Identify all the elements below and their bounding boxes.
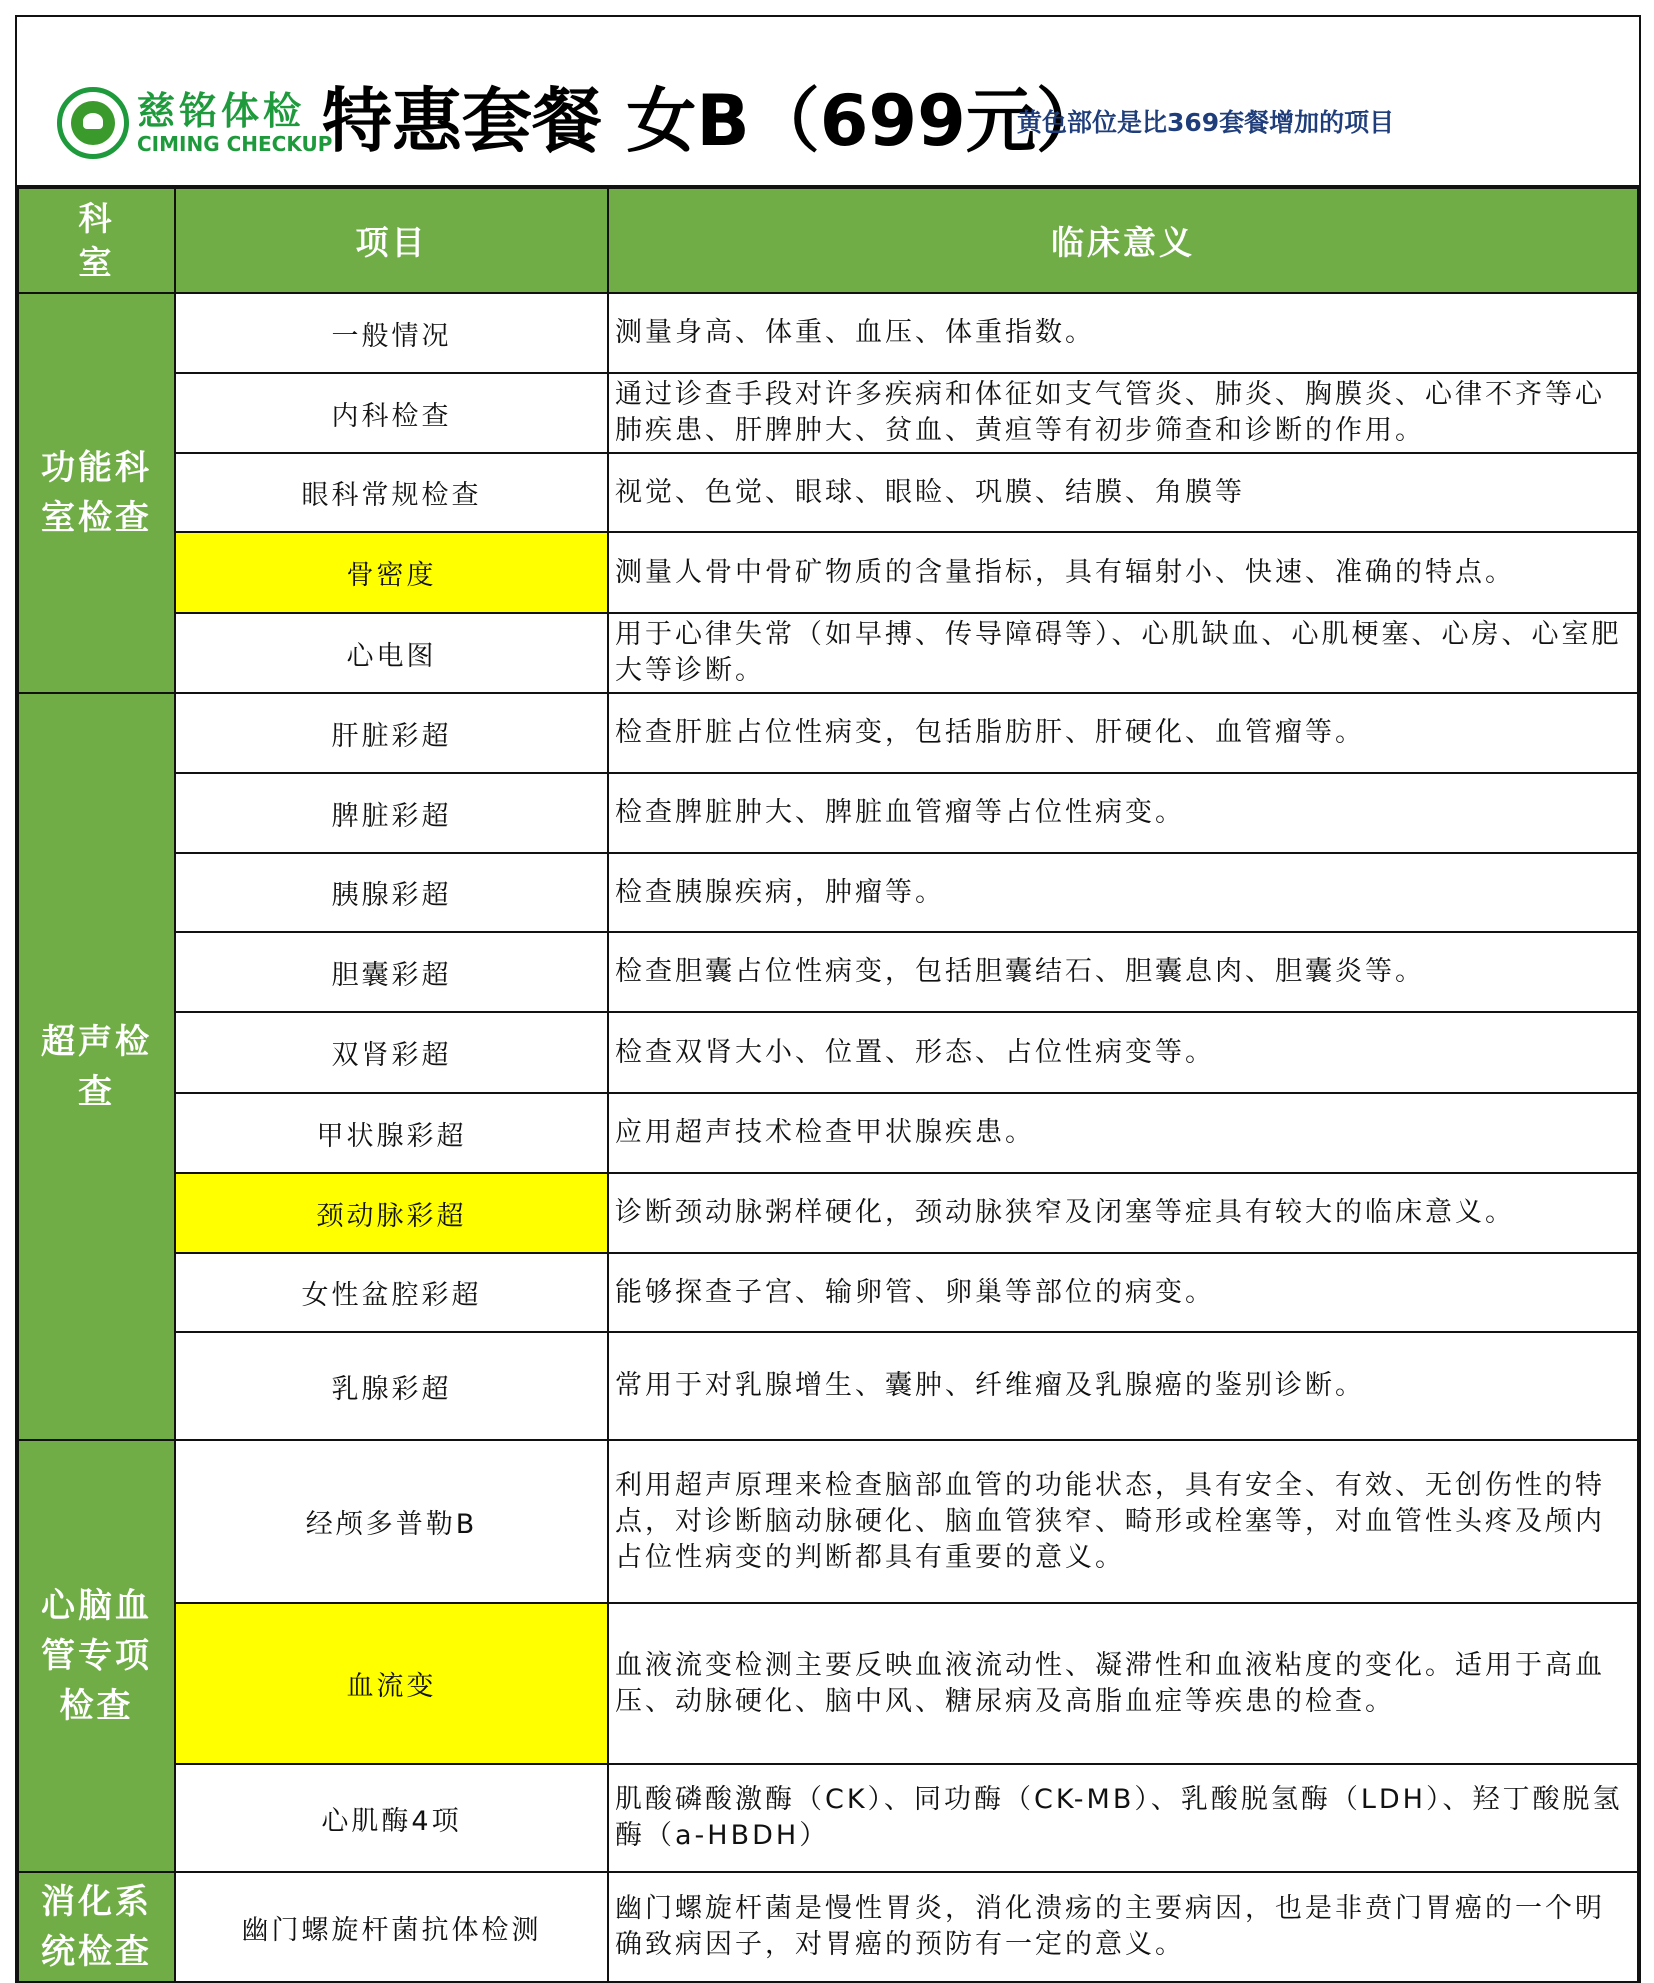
meaning-cell: 用于心律失常（如早搏、传导障碍等）、心肌缺血、心肌梗塞、心房、心室肥大等诊断。 bbox=[608, 613, 1638, 693]
item-cell: 女性盆腔彩超 bbox=[175, 1253, 608, 1332]
meaning-cell: 通过诊查手段对许多疾病和体征如支气管炎、肺炎、胸膜炎、心律不齐等心肺疾患、肝脾肿大、贫血、黄疸等有初步筛查和诊断的作用。 bbox=[608, 373, 1638, 453]
item-cell: 颈动脉彩超 bbox=[175, 1173, 608, 1253]
table-row bbox=[18, 1332, 1638, 1440]
table-row bbox=[18, 373, 1638, 453]
item-cell: 肝脏彩超 bbox=[175, 693, 608, 773]
meaning-cell: 检查脾脏肿大、脾脏血管瘤等占位性病变。 bbox=[608, 773, 1638, 853]
meaning-cell: 能够探查子宫、输卵管、卵巢等部位的病变。 bbox=[608, 1253, 1638, 1332]
table-row bbox=[18, 693, 1638, 773]
table-row bbox=[18, 613, 1638, 693]
dept-cell: 心脑血管专项检查 bbox=[18, 1440, 175, 1872]
dept-cell: 超声检查 bbox=[18, 693, 175, 1440]
table-row bbox=[18, 453, 1638, 532]
item-cell: 眼科常规检查 bbox=[175, 453, 608, 532]
table-row bbox=[18, 1603, 1638, 1764]
exam-table bbox=[17, 187, 1639, 1983]
item-cell: 幽门螺旋杆菌抗体检测 bbox=[175, 1872, 608, 1982]
meaning-cell: 诊断颈动脉粥样硬化，颈动脉狭窄及闭塞等症具有较大的临床意义。 bbox=[608, 1173, 1638, 1253]
meaning-cell: 检查胆囊占位性病变，包括胆囊结石、胆囊息肉、胆囊炎等。 bbox=[608, 932, 1638, 1012]
table-row bbox=[18, 1253, 1638, 1332]
table-row bbox=[18, 1764, 1638, 1872]
item-cell: 经颅多普勒B bbox=[175, 1440, 608, 1603]
item-cell: 骨密度 bbox=[175, 532, 608, 613]
meaning-cell: 利用超声原理来检查脑部血管的功能状态，具有安全、有效、无创伤性的特点，对诊断脑动脉硬化、脑血管狭窄、畸形或栓塞等，对血管性头疼及颅内占位性病变的判断都具有重要的意义。 bbox=[608, 1440, 1638, 1603]
meaning-cell: 血液流变检测主要反映血液流动性、凝滞性和血液粘度的变化。适用于高血压、动脉硬化、脑中风、糖尿病及高脂血症等疾患的检查。 bbox=[608, 1603, 1638, 1764]
meaning-cell: 常用于对乳腺增生、囊肿、纤维瘤及乳腺癌的鉴别诊断。 bbox=[608, 1332, 1638, 1440]
page-title: 特惠套餐 女B（699元） bbox=[322, 80, 1106, 162]
item-cell: 胰腺彩超 bbox=[175, 853, 608, 932]
sheet-header bbox=[17, 17, 1639, 187]
meaning-cell: 测量人骨中骨矿物质的含量指标，具有辐射小、快速、准确的特点。 bbox=[608, 532, 1638, 613]
item-cell: 脾脏彩超 bbox=[175, 773, 608, 853]
dept-cell: 功能科室检查 bbox=[18, 293, 175, 693]
item-cell: 血流变 bbox=[175, 1603, 608, 1764]
item-cell: 心电图 bbox=[175, 613, 608, 693]
ciming-logo bbox=[57, 87, 332, 159]
logo-en: CIMING CHECKUP bbox=[137, 132, 333, 156]
meaning-cell: 检查双肾大小、位置、形态、占位性病变等。 bbox=[608, 1012, 1638, 1093]
item-cell: 心肌酶4项 bbox=[175, 1764, 608, 1872]
logo-cn: 慈铭体检 bbox=[137, 89, 306, 133]
meaning-cell: 应用超声技术检查甲状腺疾患。 bbox=[608, 1093, 1638, 1173]
highlight-note: 黄色部位是比369套餐增加的项目 bbox=[1017, 108, 1395, 137]
package-sheet bbox=[15, 15, 1641, 1983]
item-cell: 一般情况 bbox=[175, 293, 608, 373]
table-row bbox=[18, 773, 1638, 853]
table-row bbox=[18, 1440, 1638, 1603]
table-row bbox=[18, 1012, 1638, 1093]
meaning-cell: 检查肝脏占位性病变，包括脂肪肝、肝硬化、血管瘤等。 bbox=[608, 693, 1638, 773]
table-row bbox=[18, 1173, 1638, 1253]
item-cell: 胆囊彩超 bbox=[175, 932, 608, 1012]
item-cell: 内科检查 bbox=[175, 373, 608, 453]
lotus-logo-icon bbox=[57, 87, 129, 159]
meaning-cell: 幽门螺旋杆菌是慢性胃炎，消化溃疡的主要病因，也是非贲门胃癌的一个明确致病因子，对胃癌的预防有一定的意义。 bbox=[608, 1872, 1638, 1982]
item-cell: 甲状腺彩超 bbox=[175, 1093, 608, 1173]
item-cell: 乳腺彩超 bbox=[175, 1332, 608, 1440]
meaning-cell: 测量身高、体重、血压、体重指数。 bbox=[608, 293, 1638, 373]
dept-cell: 消化系统检查 bbox=[18, 1872, 175, 1982]
meaning-cell: 视觉、色觉、眼球、眼睑、巩膜、结膜、角膜等 bbox=[608, 453, 1638, 532]
col-header-item: 项目 bbox=[175, 188, 608, 293]
meaning-cell: 肌酸磷酸激酶（CK）、同功酶（CK-MB）、乳酸脱氢酶（LDH）、羟丁酸脱氢酶（a-HBDH） bbox=[608, 1764, 1638, 1872]
table-row bbox=[18, 853, 1638, 932]
col-header-dept: 科室 bbox=[18, 188, 175, 293]
item-cell: 双肾彩超 bbox=[175, 1012, 608, 1093]
table-row bbox=[18, 1093, 1638, 1173]
table-row bbox=[18, 932, 1638, 1012]
table-row bbox=[18, 532, 1638, 613]
meaning-cell: 检查胰腺疾病，肿瘤等。 bbox=[608, 853, 1638, 932]
table-row bbox=[18, 293, 1638, 373]
col-header-meaning: 临床意义 bbox=[608, 188, 1638, 293]
